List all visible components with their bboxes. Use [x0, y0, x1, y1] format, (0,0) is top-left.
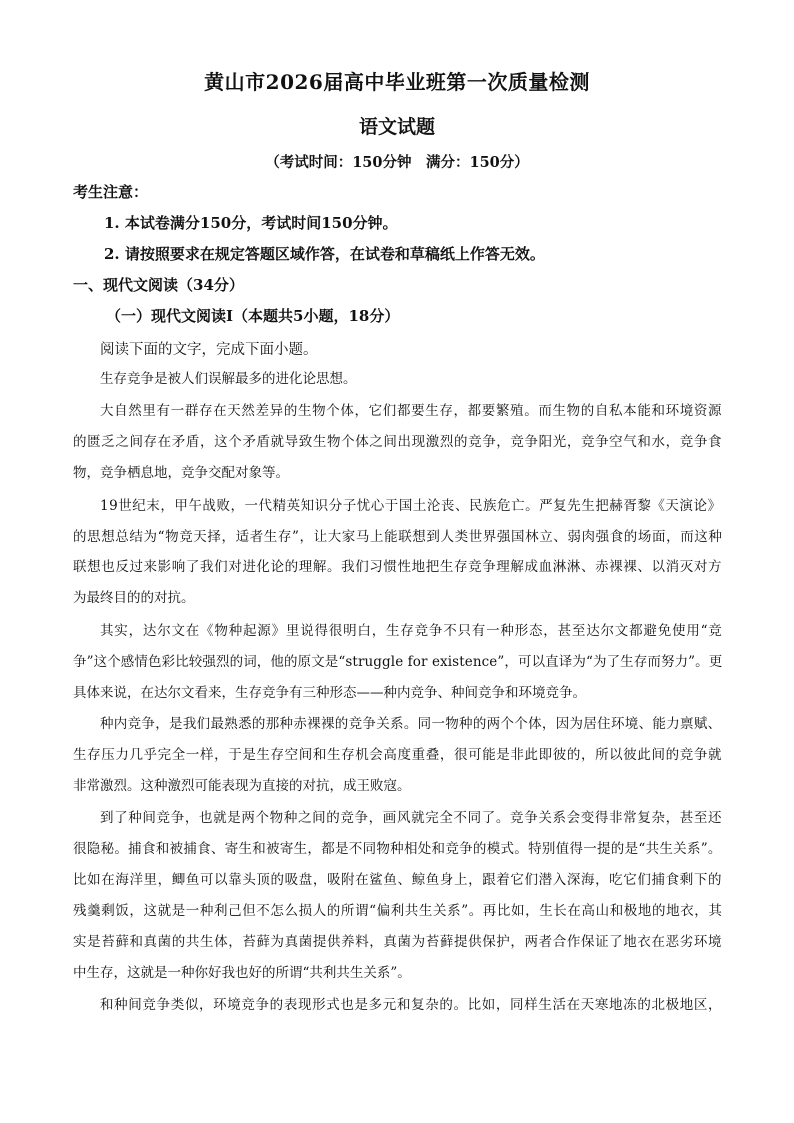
passage-line: 的思想总结为“物竞天择，适者生存”，让大家马上能联想到人类世界强国林立、弱肉强食的场面，而这种: [73, 529, 723, 545]
passage-line: 具体来说，在达尔文看来，生存竞争有三种形态——种内竞争、种间竞争和环境竞争。: [73, 685, 586, 701]
passage-line: 中生存，这就是一种你好我也好的所谓“共利共生关系”。: [73, 965, 411, 981]
exam-title: 黄山市2026届高中毕业班第一次质量检测: [204, 70, 590, 94]
passage-line: 和种间竞争类似，环境竞争的表现形式也是多元和复杂的。比如，同样生活在天寒地冻的北极地区，: [100, 997, 723, 1013]
passage-line: 生存压力几乎完全一样，于是生存空间和生存机会高度重叠，很可能是非此即彼的，所以彼此间的竞争就: [73, 747, 723, 763]
passage-line: 其实，达尔文在《物种起源》里说得很明白，生存竞争不只有一种形态，甚至达尔文都避免使用“竞: [100, 623, 723, 639]
passage-line: 的匮乏之间存在矛盾，这个矛盾就导致生物个体之间出现激烈的竞争，竞争阳光，竞争空气和水，竞争食: [73, 434, 723, 450]
passage-line: 到了种间竞争，也就是两个物种之间的竞争，画风就完全不同了。竞争关系会变得非常复杂，甚至还: [100, 810, 723, 826]
passage-line: 很隐秘。捕食和被捕食、寄生和被寄生，都是不同物种相处和竞争的模式。特别值得一提的是“共生关系”。: [73, 841, 722, 857]
passage-line: 物，竞争栖息地，竞争交配对象等。: [73, 465, 289, 481]
passage-line: 为最终目的的对抗。: [73, 590, 195, 606]
passage-line: 非常激烈。这种激烈可能表现为直接的对抗，成王败寇。: [73, 778, 411, 794]
passage-line: 残羹剩饭，这就是一种利己但不怎么损人的所谓“偏利共生关系”。再比如，生长在高山和极地的地衣，其: [73, 903, 723, 919]
reading-instruction: 阅读下面的文字，完成下面小题。: [100, 342, 318, 358]
passage-line: 比如在海洋里，鲫鱼可以靠头顶的吸盘，吸附在鲨鱼、鲸鱼身上，跟着它们潜入深海，吃它们捕食剩下的: [73, 872, 723, 888]
passage-line: 实是苔藓和真菌的共生体，苔藓为真菌提供养料，真菌为苔藓提供保护，两者合作保证了地衣在恶劣环境: [73, 934, 723, 950]
passage-line: 大自然里有一群存在天然差异的生物个体，它们都要生存，都要繁殖。而生物的自私本能和环境资源: [100, 403, 723, 419]
subsection-title: （一）现代文阅读I（本题共5小题，18分）: [106, 307, 400, 325]
notice-item: 1. 本试卷满分150分，考试时间150分钟。: [104, 214, 398, 232]
exam-info: （考试时间：150分钟 满分：150分）: [265, 154, 529, 171]
notice-heading: 考生注意：: [73, 183, 149, 201]
passage-line: 19世纪末，甲午战败，一代精英知识分子忧心于国土沦丧、民族危亡。严复先生把赫胥黎《天演论》: [100, 498, 722, 514]
section-title: 一、现代文阅读（34分）: [73, 276, 244, 294]
notice-item: 2. 请按照要求在规定答题区域作答，在试卷和草稿纸上作答无效。: [104, 245, 545, 263]
subject-title: 语文试题: [358, 116, 435, 138]
passage-line: 种内竞争，是我们最熟悉的那种赤裸裸的竞争关系。同一物种的两个个体，因为居住环境、能力禀赋、: [100, 716, 722, 732]
passage-line: 争”这个感情色彩比较强烈的词，他的原文是“struggle for existence”，可以直译为“为了生存而努力”。更: [73, 654, 723, 670]
passage-line: 联想也反过来影响了我们对进化论的理解。我们习惯性地把生存竞争理解成血淋淋、赤裸裸、以消灭对方: [73, 559, 723, 575]
passage-line: 生存竞争是被人们误解最多的进化论思想。: [100, 371, 357, 387]
